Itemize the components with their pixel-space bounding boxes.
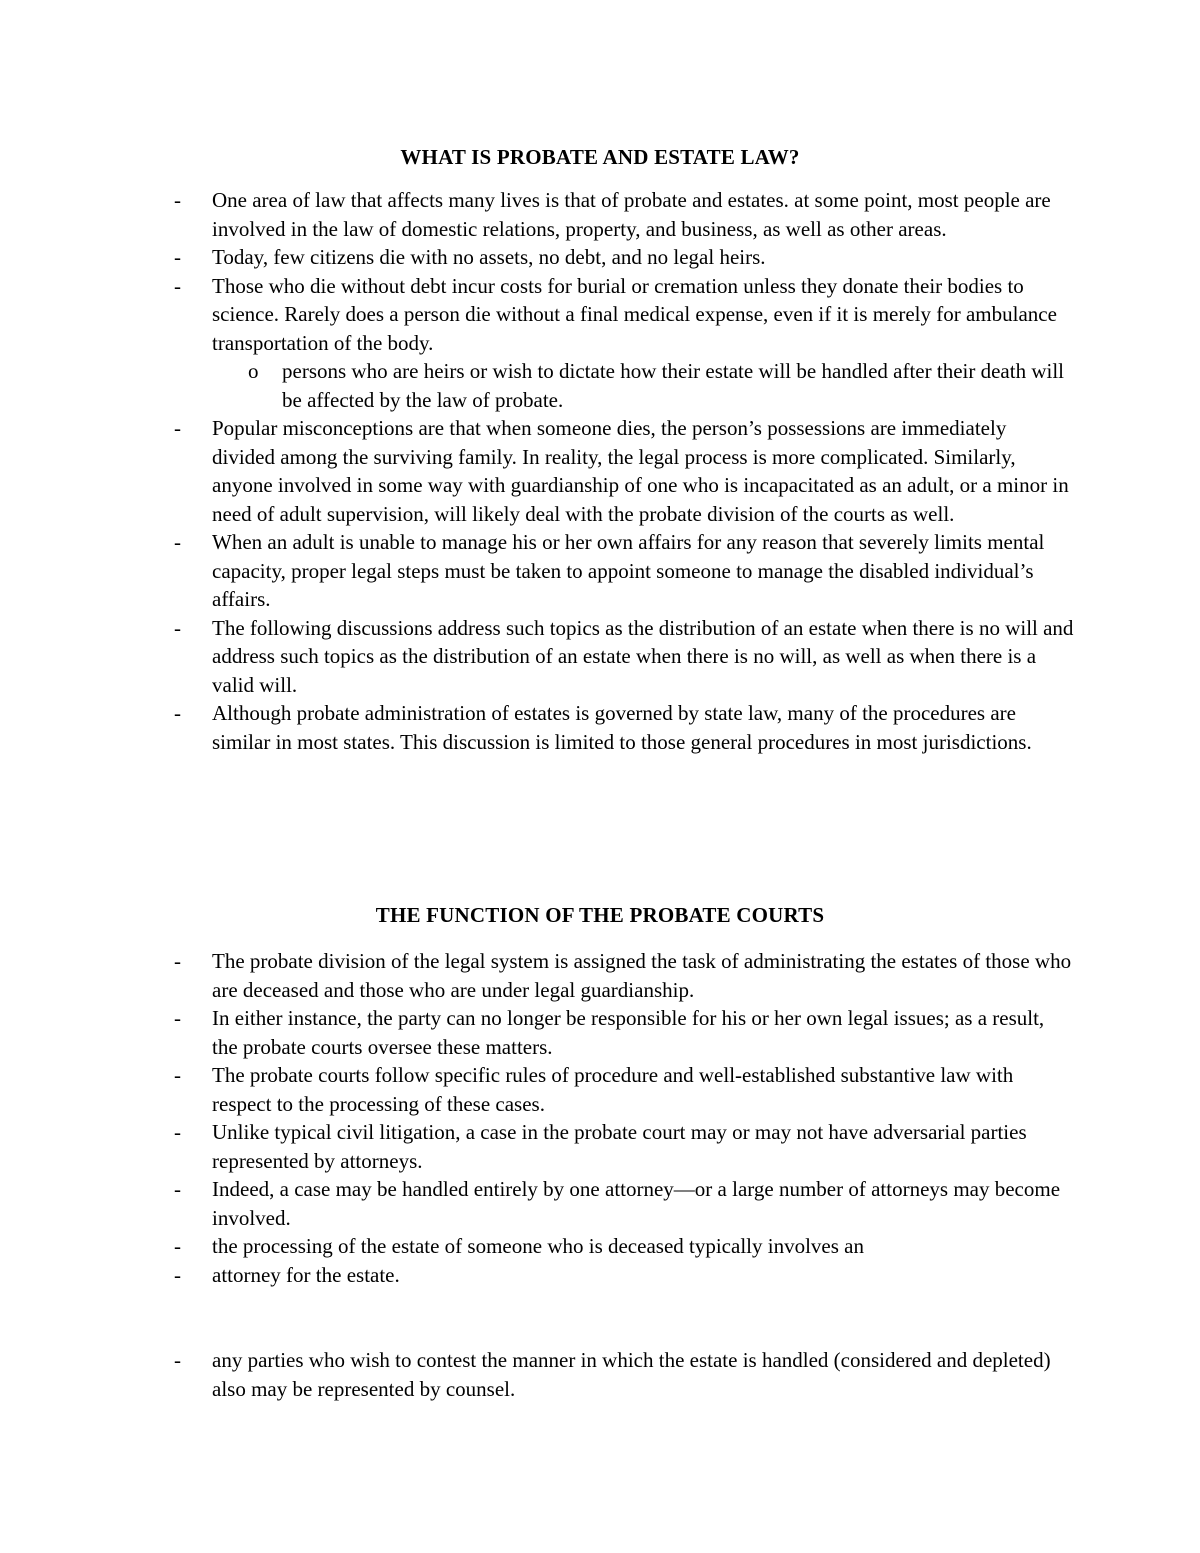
list-item bbox=[174, 1004, 1074, 1061]
bullet-dash: - bbox=[174, 530, 181, 554]
list-item-text: In either instance, the party can no longer be responsible for his or her own legal issues; as a result, the probate courts oversee these matters. bbox=[212, 1006, 1045, 1059]
bullet-dash: - bbox=[174, 273, 181, 298]
list-item bbox=[174, 1118, 1074, 1175]
list-item bbox=[174, 1346, 1074, 1403]
blank-space bbox=[174, 1289, 1074, 1346]
bullet-dash: - bbox=[174, 615, 181, 640]
bullet-dash: - bbox=[174, 1348, 181, 1372]
sub-list-item bbox=[174, 357, 1074, 414]
list-item bbox=[174, 947, 1074, 1004]
bullet-dash: - bbox=[174, 1006, 181, 1030]
list-item bbox=[174, 614, 1074, 700]
bullet-dash: - bbox=[174, 188, 181, 212]
list-item-text: Unlike typical civil litigation, a case in the probate court may or may not have adversarial parties represented by attorneys. bbox=[212, 1120, 1027, 1173]
list-item bbox=[174, 243, 1074, 272]
list-item-text: Indeed, a case may be handled entirely by one attorney—or a large number of attorneys may become involved. bbox=[212, 1177, 1061, 1230]
list-item-text: the processing of the estate of someone who is deceased typically involves an bbox=[212, 1234, 864, 1258]
section-title-probate-estate-law: WHAT IS PROBATE AND ESTATE LAW? bbox=[400, 145, 800, 169]
bullet-dash: - bbox=[174, 1063, 181, 1087]
list-item bbox=[174, 528, 1074, 614]
bullet-dash: - bbox=[174, 1177, 181, 1201]
list-item-text: Popular misconceptions are that when someone dies, the person’s possessions are immediately divided among the surviving family. In reality, the legal process is more complicated. Similarly, anyone involved in some way with guardianship of one who is incapacitated as an adult, or a minor in need of adult supervision, will likely deal with the probate division of the courts as well. bbox=[212, 416, 1069, 526]
list-item bbox=[174, 1061, 1074, 1118]
list-item-text: Those who die without debt incur costs for burial or cremation unless they donate their bodies to science. Rarely does a person die without a final medical expense, even if it is merely for ambulance transportation of the body. bbox=[212, 273, 1057, 355]
list-item-text: The following discussions address such topics as the distribution of an estate when there is no will and address such topics as the distribution of an estate when there is no will, as well as when there is a valid will. bbox=[212, 615, 1074, 697]
list-item-text: The probate division of the legal system is assigned the task of administrating the estates of those who are deceased and those who are under legal guardianship. bbox=[212, 949, 1072, 1002]
list-item-text: When an adult is unable to manage his or her own affairs for any reason that severely limits mental capacity, proper legal steps must be taken to appoint someone to manage the disabled individual’s affairs. bbox=[212, 530, 1045, 611]
list-item bbox=[174, 699, 1074, 756]
section-title-function-probate-courts: THE FUNCTION OF THE PROBATE COURTS bbox=[375, 903, 825, 927]
bullet-dash: - bbox=[174, 701, 181, 725]
list-item-text: Today, few citizens die with no assets, no debt, and no legal heirs. bbox=[212, 245, 766, 269]
bullet-dash: - bbox=[174, 416, 181, 440]
list-item-text: One area of law that affects many lives is that of probate and estates. at some point, most people are involved in the law of domestic relations, property, and business, as well as other areas. bbox=[212, 188, 1051, 241]
bullet-circle: o bbox=[248, 359, 259, 383]
probate-courts-list bbox=[174, 947, 1074, 1403]
bullet-dash: - bbox=[174, 949, 181, 973]
list-item bbox=[174, 272, 1074, 358]
list-item bbox=[174, 1175, 1074, 1232]
list-item-text: attorney for the estate. bbox=[212, 1262, 400, 1287]
bullet-dash: - bbox=[174, 1234, 181, 1258]
list-item bbox=[174, 186, 1074, 243]
list-item-text: any parties who wish to contest the manner in which the estate is handled (considered and depleted) also may be represented by counsel. bbox=[212, 1348, 1051, 1401]
list-item bbox=[174, 1232, 1074, 1261]
bullet-dash: - bbox=[174, 1120, 181, 1144]
list-item-text: The probate courts follow specific rules of procedure and well-established substantive law with respect to the processing of these cases. bbox=[212, 1063, 1014, 1116]
bullet-dash: - bbox=[174, 1262, 181, 1287]
list-item bbox=[174, 414, 1074, 528]
bullet-dash: - bbox=[174, 245, 181, 269]
list-item-text: Although probate administration of estates is governed by state law, many of the procedures are similar in most states. This discussion is limited to those general procedures in most jurisdictions. bbox=[212, 701, 1032, 754]
probate-estate-law-list bbox=[174, 186, 1074, 756]
list-item bbox=[174, 1261, 1074, 1290]
list-item-text: persons who are heirs or wish to dictate how their estate will be handled after their death will be affected by the law of probate. bbox=[282, 359, 1065, 412]
